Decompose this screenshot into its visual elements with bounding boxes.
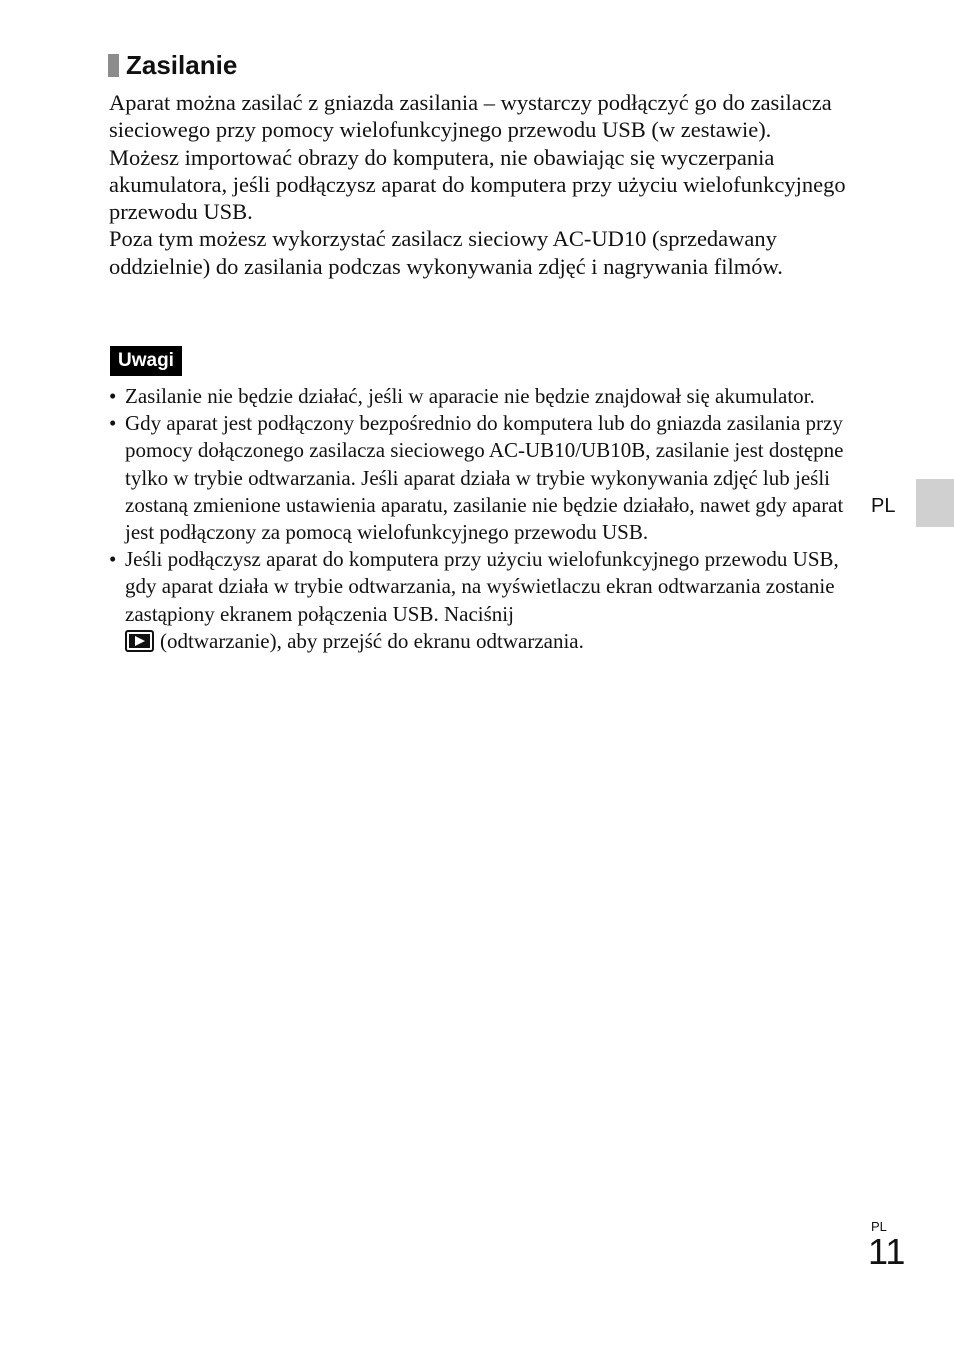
side-language-tab	[916, 479, 954, 527]
list-item	[109, 546, 869, 655]
section-title: Zasilanie	[126, 50, 238, 80]
list-item	[109, 410, 869, 546]
note-text: Jeśli podłączysz aparat do komputera przy użyciu wielofunkcyjnego przewodu USB, gdy aparat działa w trybie odtwarzania, na wyświetlaczu ekran odtwarzania zostanie zastąpiony ekranem połączenia USB. Naciśnij	[125, 547, 839, 626]
footer-language-label: PL	[871, 1219, 887, 1234]
intro-paragraph: Aparat można zasilać z gniazda zasilania – wystarczy podłączyć go do zasilacza sieciowego przy pomocy wielofunkcyjnego przewodu USB (w zestawie).	[109, 90, 832, 143]
heading-marker	[108, 54, 119, 77]
playback-button-icon	[125, 630, 154, 652]
list-item	[109, 383, 869, 410]
intro-paragraph: Możesz importować obrazy do komputera, nie obawiając się wyczerpania akumulatora, jeśli podłączysz aparat do komputera przy użyciu wielofunkcyjnego przewodu USB.	[109, 144, 846, 225]
intro-text	[109, 89, 869, 280]
notes-list	[109, 383, 869, 655]
side-language-label: PL	[871, 495, 896, 517]
note-text: Gdy aparat jest podłączony bezpośrednio do komputera lub do gniazda zasilania przy pomocy dołączonego zasilacza sieciowego AC-UB10/UB10B, zasilanie jest dostępne tylko w trybie odtwarzania. Jeśli aparat działa w trybie wykonywania zdjęć lub jeśli zostaną zmienione ustawienia aparatu, zasilanie nie będzie działało, nawet gdy aparat jest podłączony za pomocą wielofunkcyjnego przewodu USB.	[125, 411, 844, 545]
page-number: 11	[868, 1231, 906, 1272]
note-text: Zasilanie nie będzie działać, jeśli w aparacie nie będzie znajdował się akumulator.	[125, 384, 815, 408]
notes-label: Uwagi	[110, 346, 182, 376]
section-heading	[108, 50, 237, 80]
bullet: •	[109, 547, 117, 572]
note-text-tail: (odtwarzanie), aby przejść do ekranu odtwarzania.	[160, 628, 584, 653]
intro-paragraph: Poza tym możesz wykorzystać zasilacz sieciowy AC-UD10 (sprzedawany oddzielnie) do zasilania podczas wykonywania zdjęć i nagrywania filmów.	[109, 226, 783, 279]
bullet: •	[109, 384, 117, 408]
bullet: •	[109, 411, 117, 436]
